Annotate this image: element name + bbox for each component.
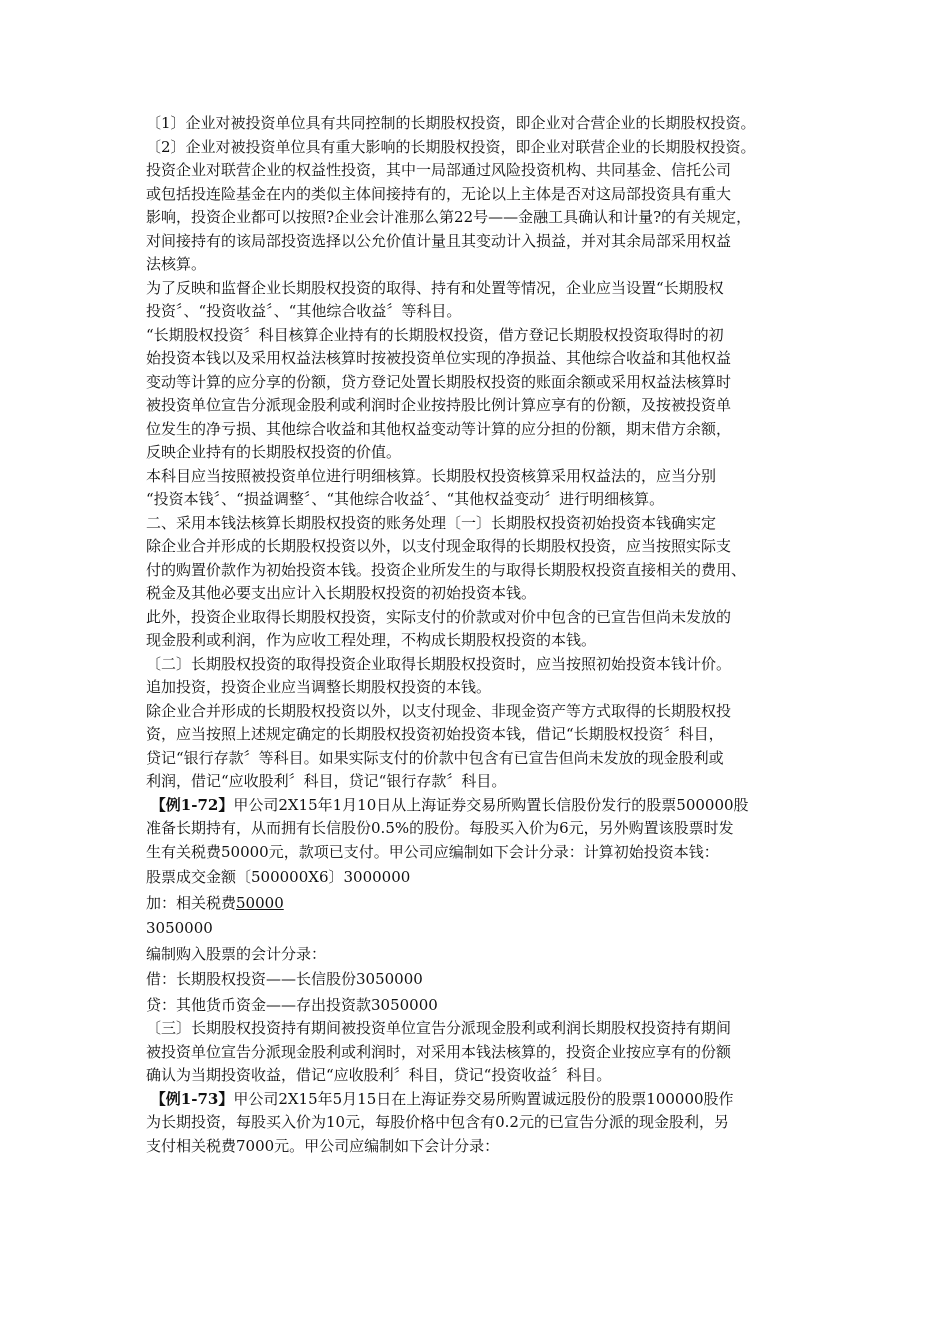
text-line: 或包括投连险基金在内的类似主体间接持有的，无论以上主体是否对这局部投资具有重大	[146, 184, 732, 203]
text-line: 二、采用本钱法核算长期股权投资的账务处理〔一〕长期股权投资初始投资本钱确实定	[146, 513, 717, 532]
example-text: 甲公司2X15年1月10日从上海证券交易所购置长信股份发行的股票500000股	[233, 795, 749, 814]
text-line: 追加投资，投资企业应当调整长期股权投资的本钱。	[146, 678, 492, 696]
text-line: “投资本钱〞、“损益调整〞、“其他综合收益〞、“其他权益变动〞进行明细核算。	[146, 490, 665, 508]
example-label: 【例1-73】	[150, 1089, 234, 1108]
example-line: 生有关税费50000元，款项已支付。甲公司应编制如下会计分录：计算初始投资本钱：	[146, 842, 719, 861]
credit-entry: 贷：其他货币资金——存出投资款3050000	[146, 995, 438, 1014]
text-line: 〔三〕长期股权投资持有期间被投资单位宣告分派现金股利或利润长期股权投资持有期间	[146, 1019, 732, 1037]
calc-value: 50000	[236, 893, 284, 912]
text-line: 〔1〕企业对被投资单位具有共同控制的长期股权投资，即企业对合营企业的长期股权投资。	[146, 114, 756, 132]
text-line: 投资企业对联营企业的权益性投资，其中一局部通过风险投资机构、共同基金、信托公司	[146, 161, 732, 179]
text-line: 利润，借记“应收股利〞科目，贷记“银行存款〞科目。	[146, 772, 507, 790]
calc-total: 3050000	[146, 919, 213, 937]
example-line	[146, 1088, 836, 1112]
debit-entry: 借：长期股权投资——长信股份3050000	[146, 970, 423, 988]
text-line: 〔2〕企业对被投资单位具有重大影响的长期股权投资，即企业对联营企业的长期股权投资。	[146, 137, 756, 156]
text-line: “长期股权投资〞科目核算企业持有的长期股权投资，借方登记长期股权投资取得时的初	[146, 325, 724, 344]
example-line	[146, 794, 836, 818]
text-line: 确认为当期投资收益，借记“应收股利〞科目，贷记“投资收益〞科目。	[146, 1066, 612, 1084]
text-line: 始投资本钱以及采用权益法核算时按被投资单位实现的净损益、其他综合收益和其他权益	[146, 349, 732, 367]
example-label: 【例1-72】	[150, 795, 234, 814]
text-line: 贷记“银行存款〞等科目。如果实际支付的价款中包含有已宣告但尚未发放的现金股利或	[146, 748, 724, 767]
example-text: 甲公司2X15年5月15日在上海证券交易所购置诚远股份的股票100000股作	[233, 1089, 734, 1108]
text-line: 位发生的净亏损、其他综合收益和其他权益变动等计算的应分担的份额，期末借方余额，	[146, 419, 732, 438]
text-line: 投资〞、“投资收益〞、“其他综合收益〞等科目。	[146, 302, 462, 320]
text-line: 对间接持有的该局部投资选择以公允价值计量且其变动计入损益，并对其余局部采用权益	[146, 231, 732, 250]
text-line: 影响，投资企业都可以按照?企业会计准那么第22号——金融工具确认和计量?的有关规定，	[146, 208, 752, 226]
text-line: 为了反映和监督企业长期股权投资的取得、持有和处置等情况，企业应当设置“长期股权	[146, 278, 724, 297]
text-line: 资，应当按照上述规定确定的长期股权投资初始投资本钱，借记“长期股权投资〞科目，	[146, 725, 724, 743]
text-line: 被投资单位宣告分派现金股利或利润时，对采用本钱法核算的，投资企业按应享有的份额	[146, 1042, 732, 1061]
calc-prefix: 加：相关税费	[146, 893, 237, 912]
example-line: 为长期投资，每股买入价为10元，每股价格中包含有0.2元的已宣告分派的现金股利，另	[146, 1113, 729, 1131]
document-body	[146, 112, 836, 1158]
calc-line: 股票成交金额〔500000X6〕3000000	[146, 868, 411, 886]
text-line: 被投资单位宣告分派现金股利或利润时企业按持股比例计算应享有的份额，及按被投资单	[146, 396, 732, 414]
text-line: 现金股利或利润，作为应收工程处理，不构成长期股权投资的本钱。	[146, 631, 597, 649]
example-line: 准备长期持有，从而拥有长信股份0.5%的股份。每股买入价为6元，另外购置该股票时发	[146, 819, 734, 837]
text-line: 反映企业持有的长期股权投资的价值。	[146, 443, 402, 461]
text-line: 付的购置价款作为初始投资本钱。投资企业所发生的与取得长期股权投资直接相关的费用、	[146, 560, 747, 579]
text-line: 除企业合并形成的长期股权投资以外，以支付现金、非现金资产等方式取得的长期股权投	[146, 701, 732, 720]
example-line: 支付相关税费7000元。甲公司应编制如下会计分录：	[146, 1136, 500, 1155]
text-line: 变动等计算的应分享的份额，贷方登记处置长期股权投资的账面余额或采用权益法核算时	[146, 372, 732, 391]
text-line: 法核算。	[146, 255, 207, 273]
calc-line	[146, 892, 836, 916]
text-line: 〔二〕长期股权投资的取得投资企业取得长期股权投资时，应当按照初始投资本钱计价。	[146, 654, 732, 673]
entry-title: 编制购入股票的会计分录：	[146, 944, 327, 963]
text-line: 本科目应当按照被投资单位进行明细核算。长期股权投资核算采用权益法的，应当分别	[146, 466, 717, 485]
text-line: 此外，投资企业取得长期股权投资，实际支付的价款或对价中包含的已宣告但尚未发放的	[146, 607, 732, 626]
text-line: 除企业合并形成的长期股权投资以外，以支付现金取得的长期股权投资，应当按照实际支	[146, 537, 732, 555]
text-line: 税金及其他必要支出应计入长期股权投资的初始投资本钱。	[146, 584, 537, 602]
